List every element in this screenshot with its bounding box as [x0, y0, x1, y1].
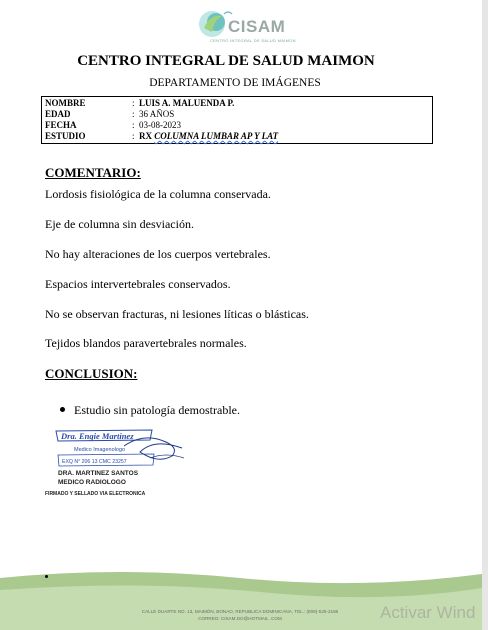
- study-value-wrap: [139, 131, 278, 142]
- document-title: CENTRO INTEGRAL DE SALUD MAIMON: [77, 53, 375, 69]
- comment-heading: COMENTARIO:: [45, 165, 141, 180]
- study-prefix: RX: [139, 131, 152, 141]
- date-label: FECHA: [45, 120, 77, 130]
- age-value: 36 AÑOS: [139, 109, 175, 119]
- page-edge: [482, 0, 488, 630]
- doctor-title: MEDICO RADIOLOGO: [58, 479, 126, 486]
- stamp-name: Dra. Engie Martinez: [61, 431, 134, 441]
- stamp-ids: EXQ N° 206 13 CMC 23257: [62, 459, 127, 465]
- activation-watermark: Activar Wind: [380, 603, 476, 622]
- doctor-stamp: [54, 428, 192, 472]
- bullet-icon: [60, 407, 65, 412]
- logo-text: CISAM: [228, 17, 286, 36]
- finding-line: No hay alteraciones de los cuerpos vertebrales.: [45, 247, 271, 261]
- stamp-role: Medico Imagenologo: [74, 447, 126, 453]
- finding-line: Eje de columna sin desviación.: [45, 217, 194, 231]
- study-value: COLUMNA LUMBAR AP Y LAT: [154, 131, 279, 141]
- footer-address: CALLE DUARTE NO. 13, MAIMÓN, BONAO, REPUBLICA DOMINICANA, TEL.: (809)-525-2186: [141, 609, 339, 614]
- finding-line: Tejidos blandos paravertebrales normales.: [45, 336, 247, 350]
- conclusion-text: Estudio sin patología demostrable.: [74, 403, 240, 417]
- colon: :: [132, 131, 135, 141]
- finding-line: Lordosis fisiológica de la columna conservada.: [45, 187, 271, 201]
- doctor-name: DRA. MARTINEZ SANTOS: [58, 470, 139, 477]
- conclusion-heading: CONCLUSION:: [45, 366, 138, 381]
- logo-subtext: CENTRO INTEGRAL DE SALUD MAIMON: [210, 38, 296, 43]
- patient-info-box: [41, 96, 433, 144]
- name-value: LUIS A. MALUENDA P.: [139, 98, 235, 108]
- date-value: 03-08-2023: [139, 120, 181, 130]
- colon: :: [132, 98, 135, 108]
- department-label: DEPARTAMENTO DE IMÁGENES: [149, 77, 321, 89]
- study-label: ESTUDIO: [45, 131, 86, 141]
- name-label: NOMBRE: [45, 98, 86, 108]
- age-label: EDAD: [45, 109, 71, 119]
- colon: :: [132, 120, 135, 130]
- signed-note: FIRMADO Y SELLADO VIA ELECTRONICA: [45, 491, 146, 497]
- colon: :: [132, 109, 135, 119]
- finding-line: Espacios intervertebrales conservados.: [45, 277, 231, 291]
- finding-line: No se observan fracturas, ni lesiones líticas o blásticas.: [45, 307, 309, 321]
- list-marker: [45, 575, 48, 578]
- footer-email: CORREO: CISAM.DO@HOTMAIL .COM: [198, 616, 282, 621]
